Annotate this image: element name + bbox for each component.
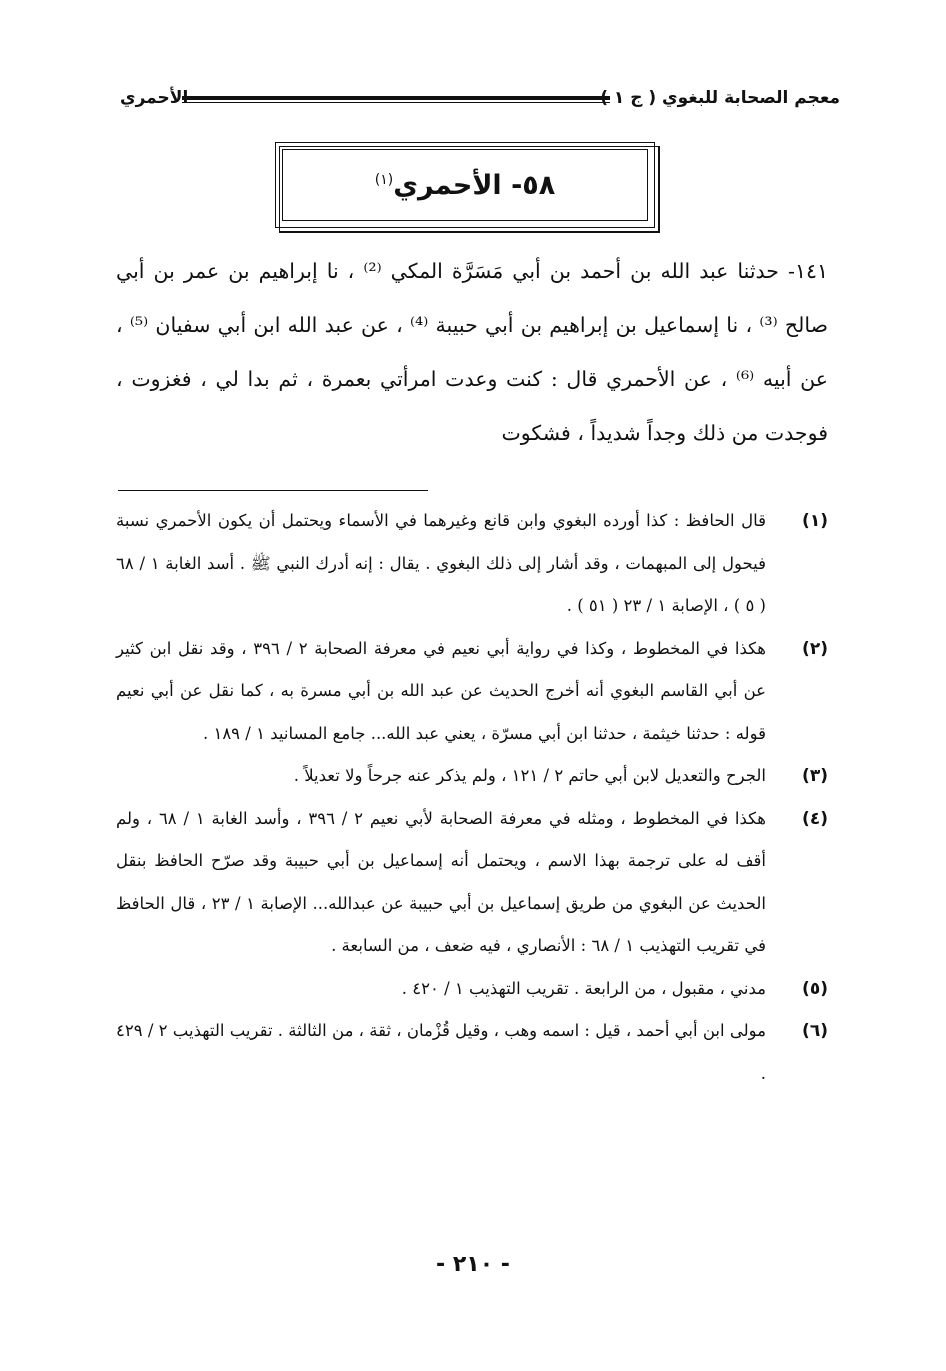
footnote-3 [116,755,828,798]
footnote-text: مدني ، مقبول ، من الرابعة . تقريب التهذيب ١ / ٤٢٠ . [401,978,766,998]
entry-title [375,170,556,201]
footnote-separator [118,490,428,491]
footnote-text: قال الحافظ : كذا أورده البغوي وابن قانع وغيرهما في الأسماء ويحتمل أن يكون الأحمري نسبة فيحول إلى المبهمات ، وقد أشار إلى ذلك البغوي . يقال : إنه أدرك النبي ﷺ . أسد الغابة ١ / ٦٨ ( ٥ ) ، الإصابة ١ / ٢٣ ( ٥١ ) . [116,511,766,615]
footnote-2 [116,628,828,756]
footnote-text: مولى ابن أبي أحمد ، قيل : اسمه وهب ، وقيل قُزْمان ، ثقة ، من الثالثة . تقريب التهذيب ٢ / ٤٢٩ . [116,1021,766,1083]
footnote-number: (٥) [802,978,828,999]
page-number: - ٢١٠ - [436,1252,510,1277]
footnote-number: (٤) [802,808,828,829]
footnote-6 [116,1010,828,1095]
header-entry-name: الأحمري [120,88,189,108]
header-book-title: معجم الصحابة للبغوي ( ج ١ ) [600,88,840,108]
footnote-number: (١) [802,511,828,531]
entry-title-text: ٥٨- الأحمري [393,169,556,201]
entry-title-frame [282,149,648,221]
footnote-5 [116,968,828,1011]
footnote-number: (٦) [802,1021,828,1041]
footnote-4 [116,798,828,968]
entry-title-box [275,142,655,228]
hadith-paragraph: ١٤١- حدثنا عبد الله بن أحمد بن أبي مَسَرَّة المكي ⁽²⁾ ، نا إبراهيم بن عمر بن أبي صالح ⁽³⁾ ، نا إسماعيل بن إبراهيم بن أبي حبيبة ⁽⁴⁾ ، عن عبد الله ابن أبي سفيان ⁽⁵⁾ ، عن أبيه ⁽⁶⁾ ، عن الأحمري قال : كنت وعدت امرأتي بعمرة ، ثم بدا لي ، فغزوت ، فوجدت من ذلك وجداً شديداً ، فشكوت [116,259,829,445]
footnote-text: الجرح والتعديل لابن أبي حاتم ٢ / ١٢١ ، ولم يذكر عنه جرحاً ولا تعديلاً . [293,766,766,785]
footnote-number: (٢) [802,638,828,659]
entry-title-note-ref: (١) [374,171,394,188]
footnote-1 [116,500,828,628]
footnote-number: (٣) [802,766,828,786]
main-text [116,244,828,460]
running-header [120,86,840,116]
header-rule-thin [182,102,610,103]
header-rule [182,96,610,100]
footnotes [116,500,828,1095]
footnote-text: هكذا في المخطوط ، وكذا في رواية أبي نعيم في معرفة الصحابة ٢ / ٣٩٦ ، وقد نقل ابن كثير عن أبي القاسم البغوي أنه أخرج الحديث عن عبد الله بن أبي مسرة به ، كما نقل عن أبي نعيم قوله : حدثنا خيثمة ، حدثنا ابن أبي مسرّة ، يعني عبد الله... جامع المسانيد ١ / ١٨٩ . [116,638,766,743]
footnote-text: هكذا في المخطوط ، ومثله في معرفة الصحابة لأبي نعيم ٢ / ٣٩٦ ، وأسد الغابة ١ / ٦٨ ، ولم أقف له على ترجمة بهذا الاسم ، ويحتمل أنه إسماعيل بن أبي حبيبة وقد صرّح الحافظ بنقل الحديث عن البغوي من طريق إسماعيل بن أبي حبيبة عن عبدالله... الإصابة ١ / ٢٣ ، قال الحافظ في تقريب التهذيب ١ / ٦٨ : الأنصاري ، فيه ضعف ، من السابعة . [116,808,766,955]
